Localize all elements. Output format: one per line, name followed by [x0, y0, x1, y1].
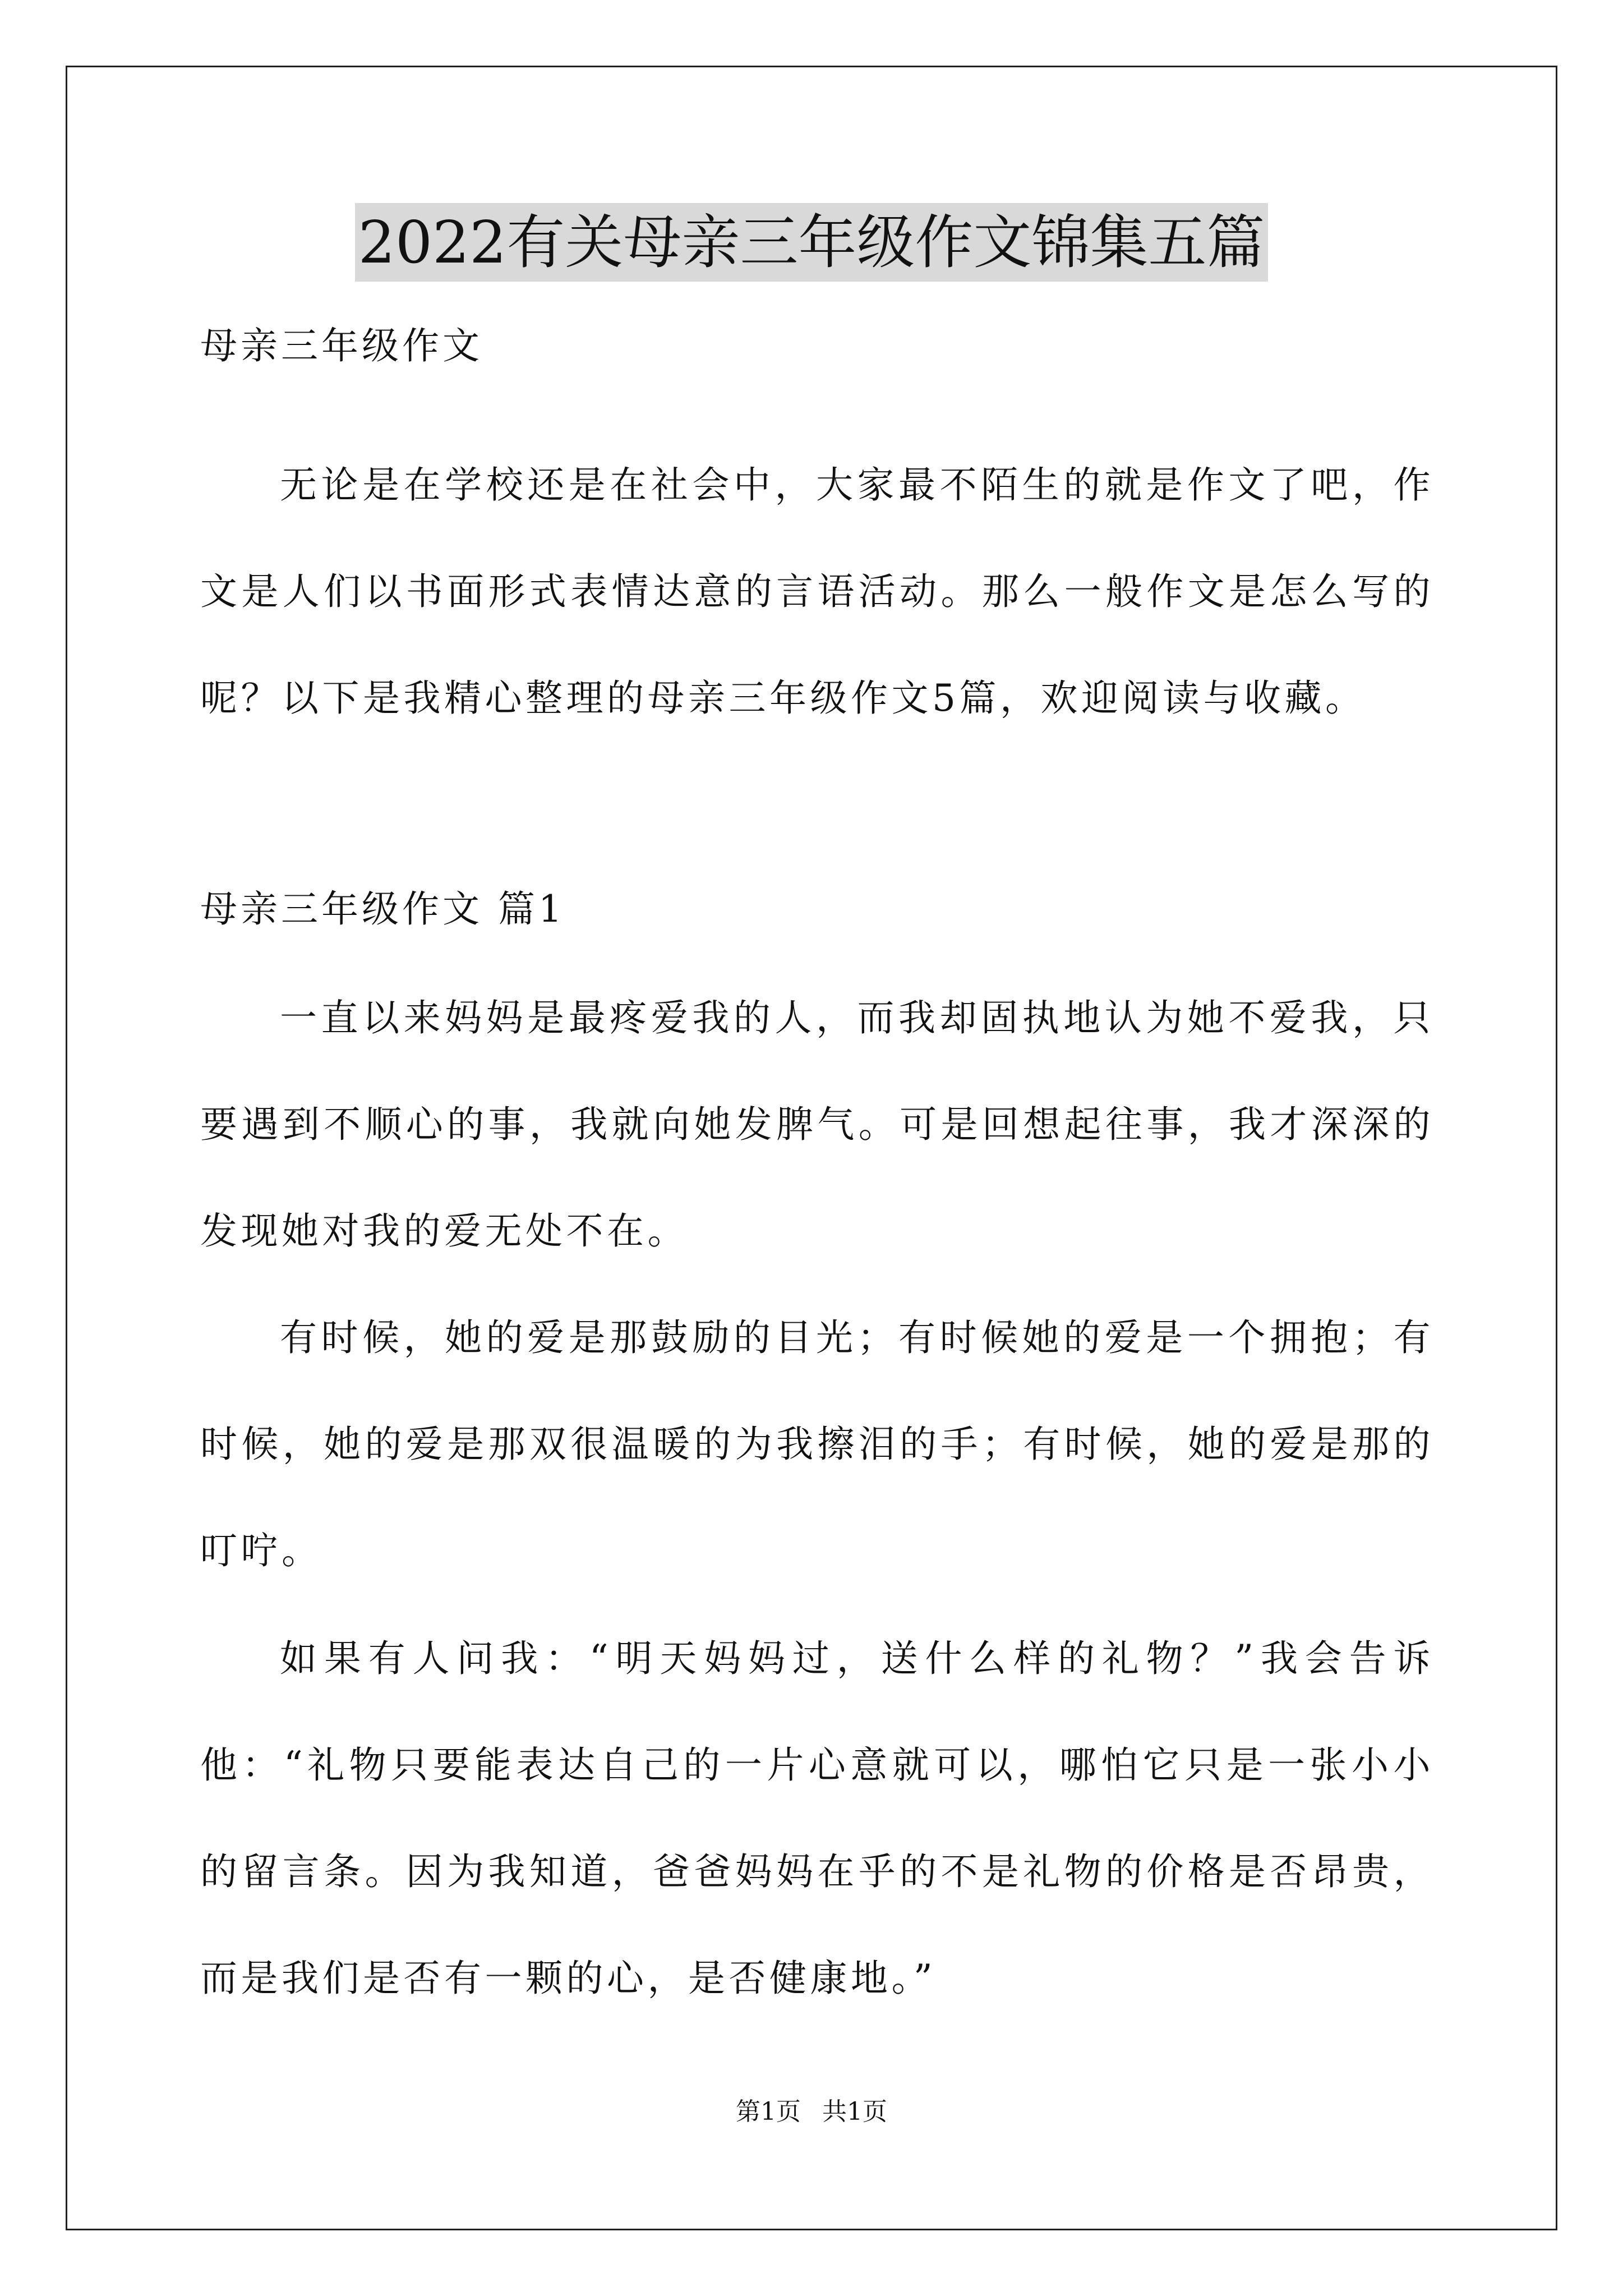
paragraph-3: 如果有人问我：“明天妈妈过，送什么样的礼物？”我会告诉他：“礼物只要能表达自己的一片心意就可以，哪怕它只是一张小小的留言条。因为我知道，爸爸妈妈在乎的不是礼物的价格是否昂贵，而是我们是否有一颗的心，是否健康地。” — [200, 1637, 1434, 2000]
paragraph-2: 有时候，她的爱是那鼓励的目光；有时候她的爱是一个拥抱；有时候，她的爱是那双很温暖的为我擦泪的手；有时候，她的爱是那的叮咛。 — [200, 1316, 1434, 1572]
paragraph-1: 一直以来妈妈是最疼爱我的人，而我却固执地认为她不爱我，只要遇到不顺心的事，我就向她发脾气。可是回想起往事，我才深深的发现她对我的爱无处不在。 — [200, 996, 1434, 1253]
page-footer — [0, 2095, 1623, 2129]
subtitle: 母亲三年级作文 — [200, 324, 483, 367]
section-heading: 母亲三年级作文 篇1 — [200, 887, 565, 931]
page-number: 第1页 — [736, 2097, 801, 2126]
intro-paragraph: 无论是在学校还是在社会中，大家最不陌生的就是作文了吧，作文是人们以书面形式表情达意的言语活动。那么一般作文是怎么写的呢？以下是我精心整理的母亲三年级作文5篇，欢迎阅读与收藏。 — [200, 463, 1434, 720]
page-total: 共1页 — [822, 2097, 887, 2126]
document-title: 2022有关母亲三年级作文锦集五篇 — [355, 203, 1269, 282]
title-container — [0, 203, 1623, 282]
